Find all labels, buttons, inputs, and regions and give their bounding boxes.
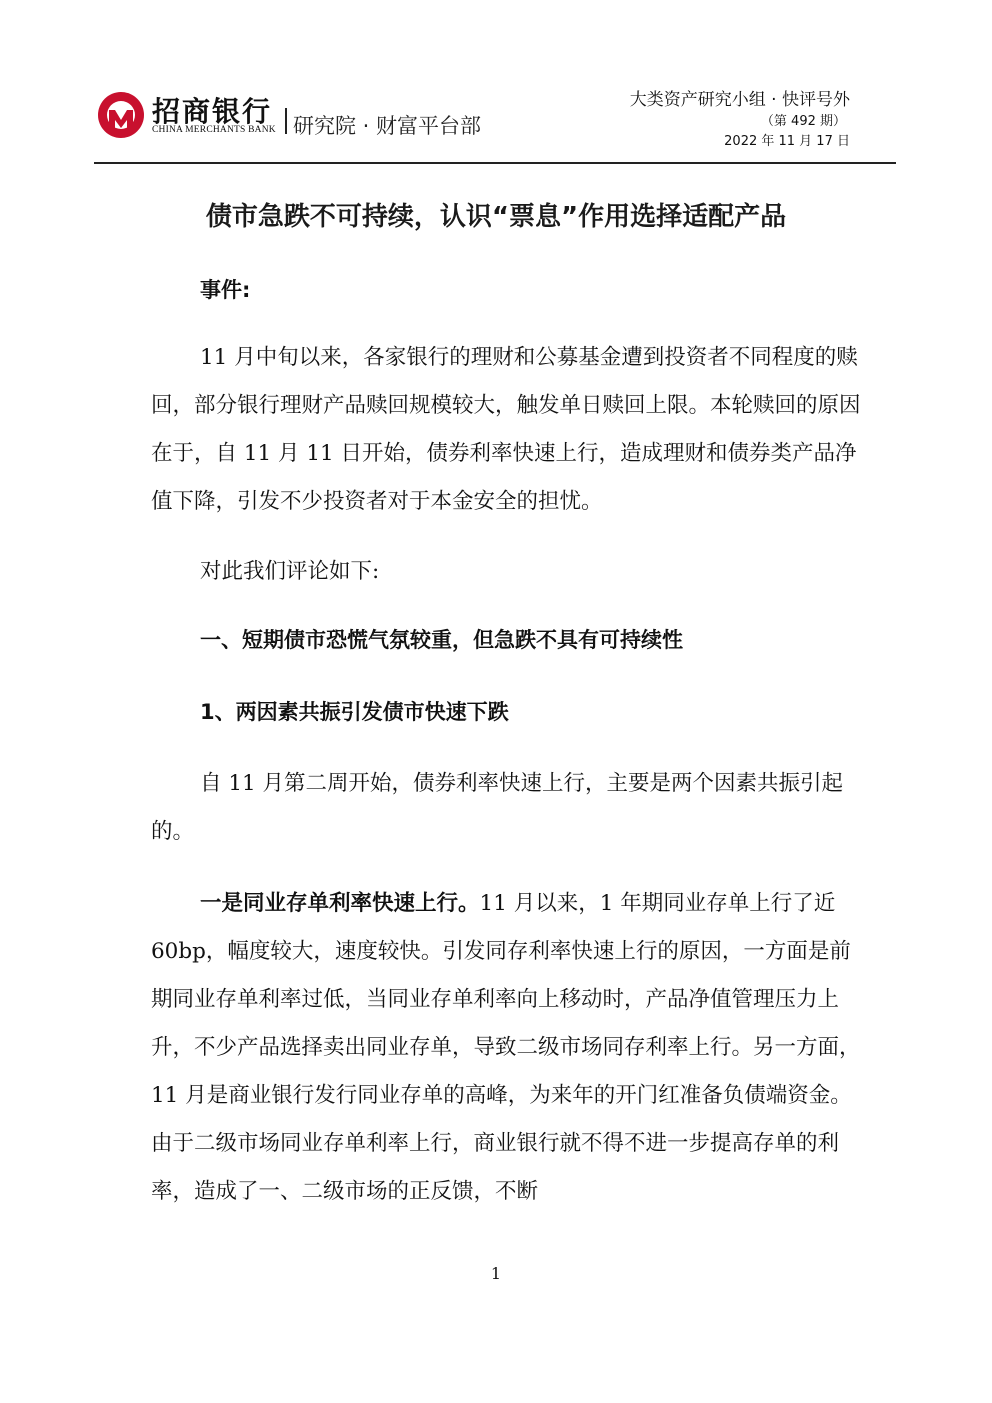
issue-number: （第 492 期） — [760, 114, 846, 129]
paragraph-comment-intro: 对此我们评论如下: — [200, 559, 380, 584]
header-divider — [285, 108, 287, 134]
paragraph-body: 11 月以来，1 年期同业存单上行了近 60bp，幅度较大，速度较快。引发同存利率快速上行的原因，一方面是前期同业存单利率过低，当同业存单利率向上移动时，产品净值管理压力上升，不少产品选择卖出同业存单，导致二级市场同存利率上行。另一方面，11 月是商业银行发行同业存单的高峰，为来年的开门红准备负债端资金。由于二级市场同业存单利率上行，商业银行就不得不进一步提高存单的利率，造成了一、二级市场的正反馈，不断 — [151, 891, 861, 1204]
section-heading-1: 一、短期债市恐慌气氛较重，但急跌不具有可持续性 — [200, 628, 683, 652]
paragraph-event: 11 月中旬以来，各家银行的理财和公募基金遭到投资者不同程度的赎回，部分银行理财产品赎回规模较大，触发单日赎回上限。本轮赎回的原因在于，自 11 月 11 日开始，债券利率快速上行，造成理财和债券类产品净值下降，引发不少投资者对于本金安全的担忧。 — [151, 345, 861, 514]
series-name: 大类资产研究小组 · 快评号外 — [629, 90, 850, 110]
header-meta — [630, 88, 850, 152]
brand-name-cn: 招商银行 — [152, 95, 273, 128]
subsection-heading-1: 1、两因素共振引发债市快速下跌 — [200, 700, 509, 724]
department-name: 研究院 · 财富平台部 — [293, 114, 482, 138]
cmb-logo-icon — [96, 90, 146, 140]
report-date: 2022 年 11 月 17 日 — [724, 134, 850, 149]
header-rule — [94, 162, 896, 164]
brand-name-en: CHINA MERCHANTS BANK — [152, 125, 276, 135]
report-title: 债市急跌不可持续，认识“票息”作用选择适配产品 — [205, 202, 787, 232]
report-header — [96, 78, 896, 164]
event-heading: 事件: — [200, 278, 251, 302]
page-number: 1 — [490, 1264, 502, 1283]
paragraph-ncd-rates — [151, 880, 861, 1216]
paragraph-causes: 自 11 月第二周开始，债券利率快速上行，主要是两个因素共振引起的。 — [151, 771, 844, 844]
paragraph-lead: 一是同业存单利率快速上行。 — [200, 891, 480, 916]
